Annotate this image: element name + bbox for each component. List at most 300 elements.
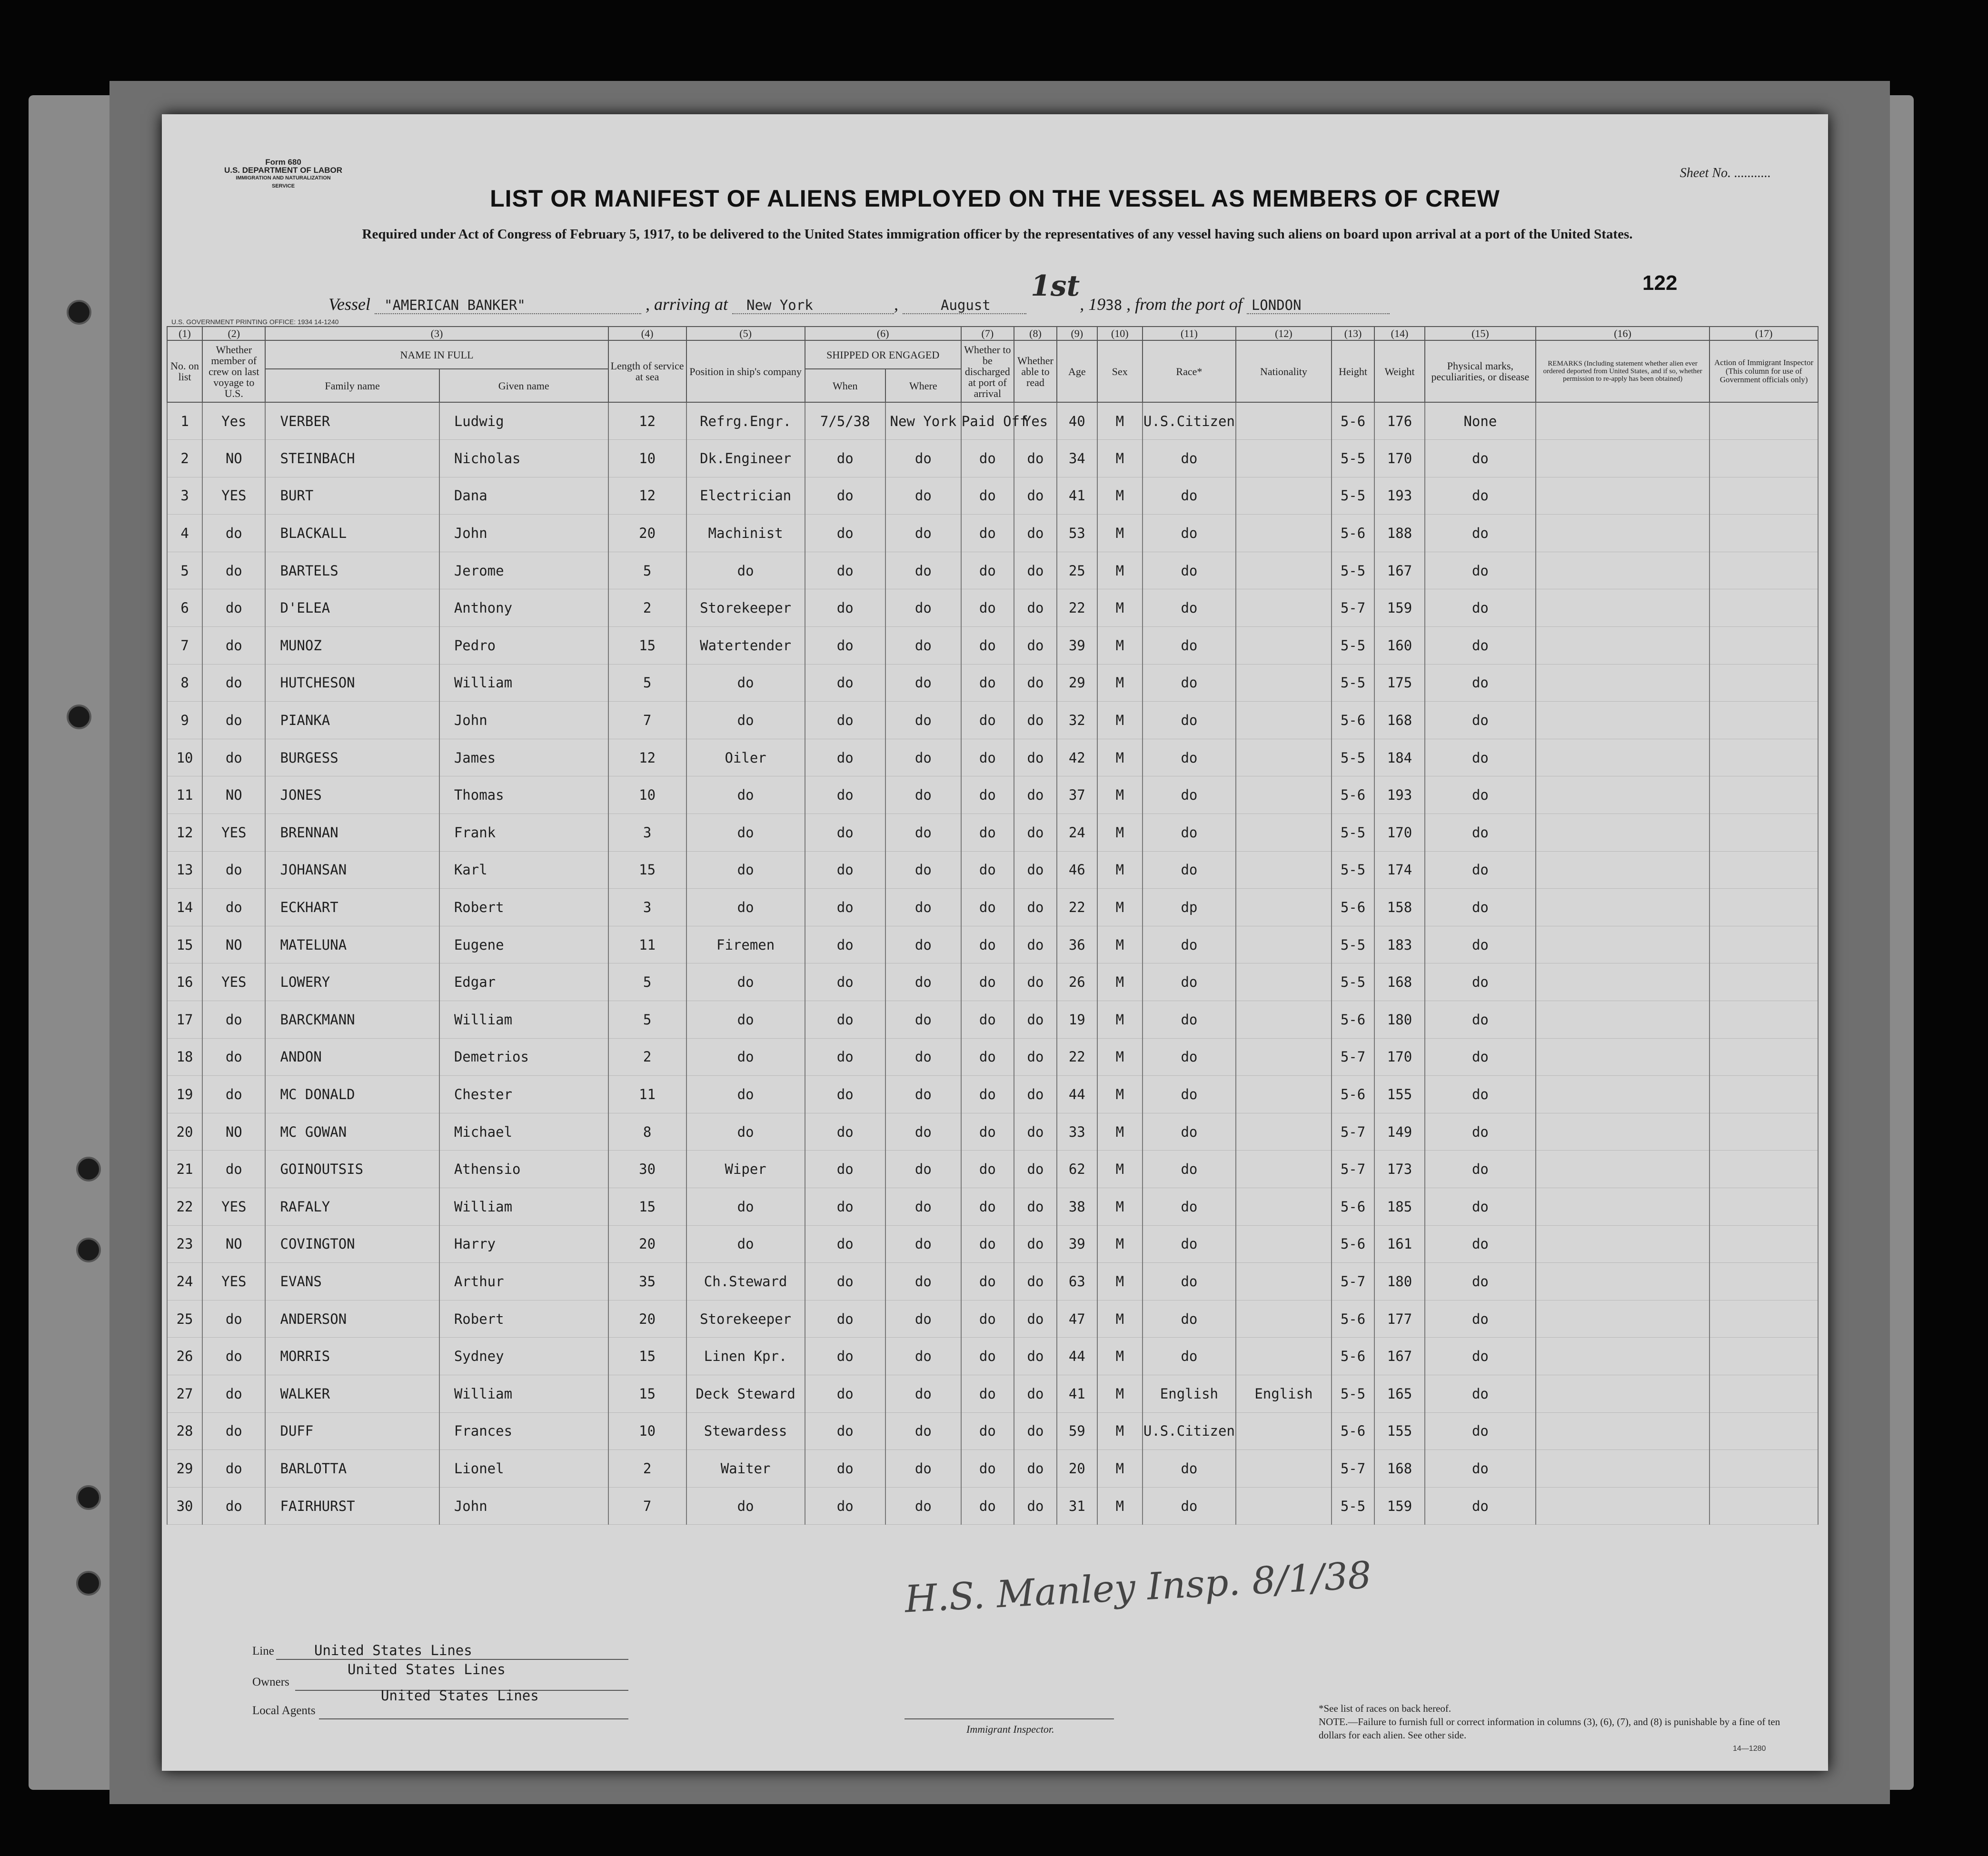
race: do: [1143, 702, 1236, 739]
to-be-discharged: do: [961, 1151, 1014, 1188]
race: do: [1143, 963, 1236, 1001]
length-of-service: 7: [608, 702, 686, 739]
family-name: D'ELEA: [265, 589, 439, 627]
shipped-when: do: [805, 552, 885, 589]
colnum: (12): [1236, 327, 1332, 340]
sheet-number: 122: [1642, 271, 1678, 295]
remarks-cell: [1536, 1076, 1710, 1113]
given-name: James: [439, 739, 608, 776]
shipped-where: do: [885, 1038, 961, 1076]
year-label: , 19: [1080, 295, 1106, 314]
action-cell: [1710, 1038, 1818, 1076]
age: 47: [1057, 1300, 1097, 1338]
length-of-service: 11: [608, 926, 686, 963]
given-name: William: [439, 1001, 608, 1039]
height: 5-6: [1332, 1076, 1374, 1113]
able-to-read: do: [1014, 889, 1057, 926]
physical-marks: None: [1425, 402, 1536, 440]
family-name: BARLOTTA: [265, 1450, 439, 1488]
member-last-voyage: Yes: [202, 402, 265, 440]
able-to-read: do: [1014, 589, 1057, 627]
footnote-races: *See list of races on back hereof.: [1319, 1703, 1451, 1714]
shipped-where: do: [885, 1487, 961, 1525]
table-row: [167, 1113, 1818, 1151]
arrival-month: August: [903, 297, 1026, 314]
physical-marks: do: [1425, 776, 1536, 814]
shipped-where: do: [885, 1151, 961, 1188]
to-be-discharged: do: [961, 1188, 1014, 1225]
row-no: 28: [167, 1412, 202, 1450]
position: Machinist: [686, 515, 805, 552]
action-cell: [1710, 1338, 1818, 1375]
action-cell: [1710, 814, 1818, 852]
action-cell: [1710, 702, 1818, 739]
action-cell: [1710, 664, 1818, 702]
nationality: [1236, 1113, 1332, 1151]
remarks-cell: [1536, 963, 1710, 1001]
given-name: Jerome: [439, 552, 608, 589]
nationality: [1236, 1300, 1332, 1338]
family-name: EVANS: [265, 1263, 439, 1300]
race: U.S.Citizen: [1143, 402, 1236, 440]
member-last-voyage: YES: [202, 1188, 265, 1225]
length-of-service: 5: [608, 1001, 686, 1039]
row-no: 11: [167, 776, 202, 814]
nationality: [1236, 889, 1332, 926]
family-name: RAFALY: [265, 1188, 439, 1225]
family-name: LOWERY: [265, 963, 439, 1001]
height: 5-5: [1332, 627, 1374, 665]
nationality: [1236, 926, 1332, 963]
colnum: (4): [608, 327, 686, 340]
table-row: [167, 440, 1818, 477]
shipped-when: do: [805, 702, 885, 739]
header-length: Length of service at sea: [608, 340, 686, 402]
able-to-read: do: [1014, 627, 1057, 665]
remarks-cell: [1536, 1338, 1710, 1375]
sex: M: [1097, 776, 1143, 814]
race: do: [1143, 1263, 1236, 1300]
able-to-read: do: [1014, 1225, 1057, 1263]
member-last-voyage: NO: [202, 926, 265, 963]
shipped-where: do: [885, 851, 961, 889]
to-be-discharged: do: [961, 1338, 1014, 1375]
member-last-voyage: YES: [202, 963, 265, 1001]
sex: M: [1097, 1001, 1143, 1039]
weight: 170: [1374, 440, 1425, 477]
nationality: [1236, 1412, 1332, 1450]
agents-underline: [319, 1718, 628, 1719]
able-to-read: do: [1014, 1450, 1057, 1488]
age: 39: [1057, 1225, 1097, 1263]
age: 19: [1057, 1001, 1097, 1039]
shipped-where: do: [885, 702, 961, 739]
sex: M: [1097, 851, 1143, 889]
given-name: Demetrios: [439, 1038, 608, 1076]
member-last-voyage: do: [202, 515, 265, 552]
shipped-when: do: [805, 963, 885, 1001]
column-number-row: [167, 327, 1818, 340]
position: Refrg.Engr.: [686, 402, 805, 440]
table-row: [167, 664, 1818, 702]
length-of-service: 5: [608, 552, 686, 589]
remarks-cell: [1536, 1450, 1710, 1488]
sex: M: [1097, 889, 1143, 926]
inspector-label: Immigrant Inspector.: [966, 1723, 1054, 1735]
departure-port: LONDON: [1247, 297, 1390, 314]
able-to-read: Yes: [1014, 402, 1057, 440]
given-name: Eugene: [439, 926, 608, 963]
shipped-when: do: [805, 477, 885, 515]
sex: M: [1097, 739, 1143, 776]
member-last-voyage: do: [202, 1487, 265, 1525]
height: 5-5: [1332, 739, 1374, 776]
length-of-service: 10: [608, 440, 686, 477]
physical-marks: do: [1425, 1450, 1536, 1488]
family-name: MC GOWAN: [265, 1113, 439, 1151]
given-name: Michael: [439, 1113, 608, 1151]
length-of-service: 5: [608, 664, 686, 702]
to-be-discharged: do: [961, 589, 1014, 627]
colnum: (8): [1014, 327, 1057, 340]
table-row: [167, 1300, 1818, 1338]
to-be-discharged: do: [961, 1225, 1014, 1263]
position: Storekeeper: [686, 1300, 805, 1338]
given-name: Frances: [439, 1412, 608, 1450]
binder-hole: [76, 1485, 101, 1510]
shipped-where: do: [885, 1450, 961, 1488]
sex: M: [1097, 926, 1143, 963]
weight: 184: [1374, 739, 1425, 776]
height: 5-5: [1332, 963, 1374, 1001]
age: 41: [1057, 477, 1097, 515]
able-to-read: do: [1014, 1338, 1057, 1375]
member-last-voyage: do: [202, 1338, 265, 1375]
header-when: When: [805, 369, 885, 402]
remarks-cell: [1536, 477, 1710, 515]
action-cell: [1710, 1113, 1818, 1151]
sex: M: [1097, 1225, 1143, 1263]
header-shipped: SHIPPED OR ENGAGED: [805, 340, 961, 369]
given-name: William: [439, 1188, 608, 1225]
race: do: [1143, 1300, 1236, 1338]
colnum: (5): [686, 327, 805, 340]
physical-marks: do: [1425, 702, 1536, 739]
nationality: [1236, 664, 1332, 702]
family-name: COVINGTON: [265, 1225, 439, 1263]
shipped-when: do: [805, 776, 885, 814]
height: 5-7: [1332, 1038, 1374, 1076]
form-code: 14—1280: [1733, 1745, 1766, 1753]
physical-marks: do: [1425, 1412, 1536, 1450]
physical-marks: do: [1425, 1225, 1536, 1263]
position: do: [686, 1188, 805, 1225]
given-name: Arthur: [439, 1263, 608, 1300]
arrival-day: 1st: [1031, 269, 1080, 303]
given-name: Robert: [439, 889, 608, 926]
physical-marks: do: [1425, 739, 1536, 776]
family-name: BRENNAN: [265, 814, 439, 852]
length-of-service: 30: [608, 1151, 686, 1188]
physical-marks: do: [1425, 1001, 1536, 1039]
physical-marks: do: [1425, 1076, 1536, 1113]
member-last-voyage: do: [202, 552, 265, 589]
position: Ch.Steward: [686, 1263, 805, 1300]
physical-marks: do: [1425, 1263, 1536, 1300]
weight: 161: [1374, 1225, 1425, 1263]
table-row: [167, 1450, 1818, 1488]
row-no: 9: [167, 702, 202, 739]
remarks-cell: [1536, 515, 1710, 552]
given-name: Edgar: [439, 963, 608, 1001]
header-marks: Physical marks, peculiarities, or disease: [1425, 340, 1536, 402]
height: 5-6: [1332, 402, 1374, 440]
age: 39: [1057, 627, 1097, 665]
colnum: (17): [1710, 327, 1818, 340]
owners-label: Owners: [252, 1676, 289, 1688]
length-of-service: 10: [608, 776, 686, 814]
position: do: [686, 1225, 805, 1263]
race: do: [1143, 1225, 1236, 1263]
race: do: [1143, 814, 1236, 852]
height: 5-7: [1332, 1113, 1374, 1151]
shipped-when: 7/5/38: [805, 402, 885, 440]
family-name: ANDON: [265, 1038, 439, 1076]
printer-imprint: U.S. GOVERNMENT PRINTING OFFICE: 1934 14-1240: [171, 318, 339, 326]
table-row: [167, 477, 1818, 515]
race: do: [1143, 664, 1236, 702]
age: 41: [1057, 1375, 1097, 1412]
given-name: Chester: [439, 1076, 608, 1113]
vessel-name: "AMERICAN BANKER": [375, 297, 641, 314]
nationality: [1236, 440, 1332, 477]
header-action: Action of Immigrant Inspector (This column for use of Government officials only): [1710, 340, 1818, 402]
family-name: PIANKA: [265, 702, 439, 739]
row-no: 5: [167, 552, 202, 589]
position: do: [686, 664, 805, 702]
table-row: [167, 1412, 1818, 1450]
row-no: 8: [167, 664, 202, 702]
shipped-where: do: [885, 1338, 961, 1375]
colnum: (15): [1425, 327, 1536, 340]
sex: M: [1097, 402, 1143, 440]
sex: M: [1097, 1263, 1143, 1300]
action-cell: [1710, 851, 1818, 889]
age: 25: [1057, 552, 1097, 589]
position: do: [686, 552, 805, 589]
race: do: [1143, 851, 1236, 889]
age: 44: [1057, 1338, 1097, 1375]
physical-marks: do: [1425, 1151, 1536, 1188]
to-be-discharged: do: [961, 814, 1014, 852]
height: 5-6: [1332, 1225, 1374, 1263]
shipped-when: do: [805, 1263, 885, 1300]
action-cell: [1710, 627, 1818, 665]
height: 5-5: [1332, 664, 1374, 702]
member-last-voyage: do: [202, 1076, 265, 1113]
sex: M: [1097, 515, 1143, 552]
sex: M: [1097, 1300, 1143, 1338]
member-last-voyage: do: [202, 851, 265, 889]
nationality: [1236, 1188, 1332, 1225]
row-no: 6: [167, 589, 202, 627]
race: do: [1143, 589, 1236, 627]
race: do: [1143, 739, 1236, 776]
sex: M: [1097, 664, 1143, 702]
colnum: (6): [805, 327, 961, 340]
header-race: Race*: [1143, 340, 1236, 402]
position: Storekeeper: [686, 589, 805, 627]
row-no: 18: [167, 1038, 202, 1076]
weight: 170: [1374, 814, 1425, 852]
action-cell: [1710, 1001, 1818, 1039]
sex: M: [1097, 1338, 1143, 1375]
age: 40: [1057, 402, 1097, 440]
nationality: [1236, 851, 1332, 889]
physical-marks: do: [1425, 1300, 1536, 1338]
position: do: [686, 963, 805, 1001]
family-name: HUTCHESON: [265, 664, 439, 702]
position: Oiler: [686, 739, 805, 776]
table-row: [167, 589, 1818, 627]
remarks-cell: [1536, 739, 1710, 776]
nationality: [1236, 477, 1332, 515]
action-cell: [1710, 477, 1818, 515]
action-cell: [1710, 515, 1818, 552]
nationality: English: [1236, 1375, 1332, 1412]
able-to-read: do: [1014, 1263, 1057, 1300]
member-last-voyage: YES: [202, 477, 265, 515]
able-to-read: do: [1014, 1412, 1057, 1450]
shipped-when: do: [805, 515, 885, 552]
race: do: [1143, 477, 1236, 515]
race: do: [1143, 1338, 1236, 1375]
action-cell: [1710, 1375, 1818, 1412]
weight: 168: [1374, 963, 1425, 1001]
shipped-where: do: [885, 440, 961, 477]
row-no: 21: [167, 1151, 202, 1188]
age: 42: [1057, 739, 1097, 776]
height: 5-5: [1332, 440, 1374, 477]
to-be-discharged: do: [961, 1375, 1014, 1412]
to-be-discharged: do: [961, 702, 1014, 739]
age: 34: [1057, 440, 1097, 477]
crew-table: [167, 326, 1819, 1525]
row-no: 3: [167, 477, 202, 515]
shipped-where: do: [885, 1263, 961, 1300]
shipped-where: do: [885, 1375, 961, 1412]
length-of-service: 11: [608, 1076, 686, 1113]
arrival-port: New York: [732, 297, 894, 314]
remarks-cell: [1536, 1001, 1710, 1039]
sex: M: [1097, 1450, 1143, 1488]
race: English: [1143, 1375, 1236, 1412]
row-no: 23: [167, 1225, 202, 1263]
to-be-discharged: do: [961, 1300, 1014, 1338]
sex: M: [1097, 1188, 1143, 1225]
row-no: 24: [167, 1263, 202, 1300]
length-of-service: 15: [608, 1188, 686, 1225]
row-no: 17: [167, 1001, 202, 1039]
shipped-when: do: [805, 851, 885, 889]
colnum: (14): [1374, 327, 1425, 340]
table-row: [167, 1076, 1818, 1113]
shipped-when: do: [805, 1338, 885, 1375]
inspector-underline: [905, 1718, 1114, 1719]
shipped-when: do: [805, 440, 885, 477]
physical-marks: do: [1425, 851, 1536, 889]
length-of-service: 3: [608, 814, 686, 852]
to-be-discharged: do: [961, 889, 1014, 926]
nationality: [1236, 1338, 1332, 1375]
member-last-voyage: do: [202, 739, 265, 776]
able-to-read: do: [1014, 1300, 1057, 1338]
remarks-cell: [1536, 889, 1710, 926]
row-no: 22: [167, 1188, 202, 1225]
action-cell: [1710, 1487, 1818, 1525]
shipped-where: do: [885, 1113, 961, 1151]
line-label: Line: [252, 1645, 274, 1657]
colnum: (2): [202, 327, 265, 340]
weight: 177: [1374, 1300, 1425, 1338]
remarks-cell: [1536, 1487, 1710, 1525]
position: Deck Steward: [686, 1375, 805, 1412]
nationality: [1236, 1263, 1332, 1300]
race: do: [1143, 1076, 1236, 1113]
weight: 155: [1374, 1076, 1425, 1113]
height: 5-6: [1332, 1300, 1374, 1338]
given-name: Harry: [439, 1225, 608, 1263]
table-row: [167, 1225, 1818, 1263]
remarks-cell: [1536, 1151, 1710, 1188]
weight: 193: [1374, 776, 1425, 814]
form-department: U.S. DEPARTMENT OF LABOR: [224, 166, 343, 175]
table-row: [167, 515, 1818, 552]
sex: M: [1097, 1113, 1143, 1151]
position: do: [686, 1038, 805, 1076]
family-name: BLACKALL: [265, 515, 439, 552]
binder-hole: [76, 1238, 101, 1262]
remarks-cell: [1536, 589, 1710, 627]
nationality: [1236, 1450, 1332, 1488]
shipped-when: do: [805, 926, 885, 963]
physical-marks: do: [1425, 1113, 1536, 1151]
nationality: [1236, 627, 1332, 665]
family-name: ECKHART: [265, 889, 439, 926]
remarks-cell: [1536, 1412, 1710, 1450]
able-to-read: do: [1014, 440, 1057, 477]
to-be-discharged: do: [961, 926, 1014, 963]
position: do: [686, 814, 805, 852]
weight: 176: [1374, 402, 1425, 440]
family-name: BARCKMANN: [265, 1001, 439, 1039]
age: 37: [1057, 776, 1097, 814]
position: do: [686, 702, 805, 739]
height: 5-7: [1332, 1151, 1374, 1188]
colnum: (3): [265, 327, 608, 340]
colnum: (7): [961, 327, 1014, 340]
weight: 173: [1374, 1151, 1425, 1188]
nationality: [1236, 1076, 1332, 1113]
weight: 180: [1374, 1263, 1425, 1300]
shipped-when: do: [805, 1038, 885, 1076]
height: 5-5: [1332, 814, 1374, 852]
able-to-read: do: [1014, 963, 1057, 1001]
age: 33: [1057, 1113, 1097, 1151]
colnum: (9): [1057, 327, 1097, 340]
physical-marks: do: [1425, 589, 1536, 627]
action-cell: [1710, 1076, 1818, 1113]
